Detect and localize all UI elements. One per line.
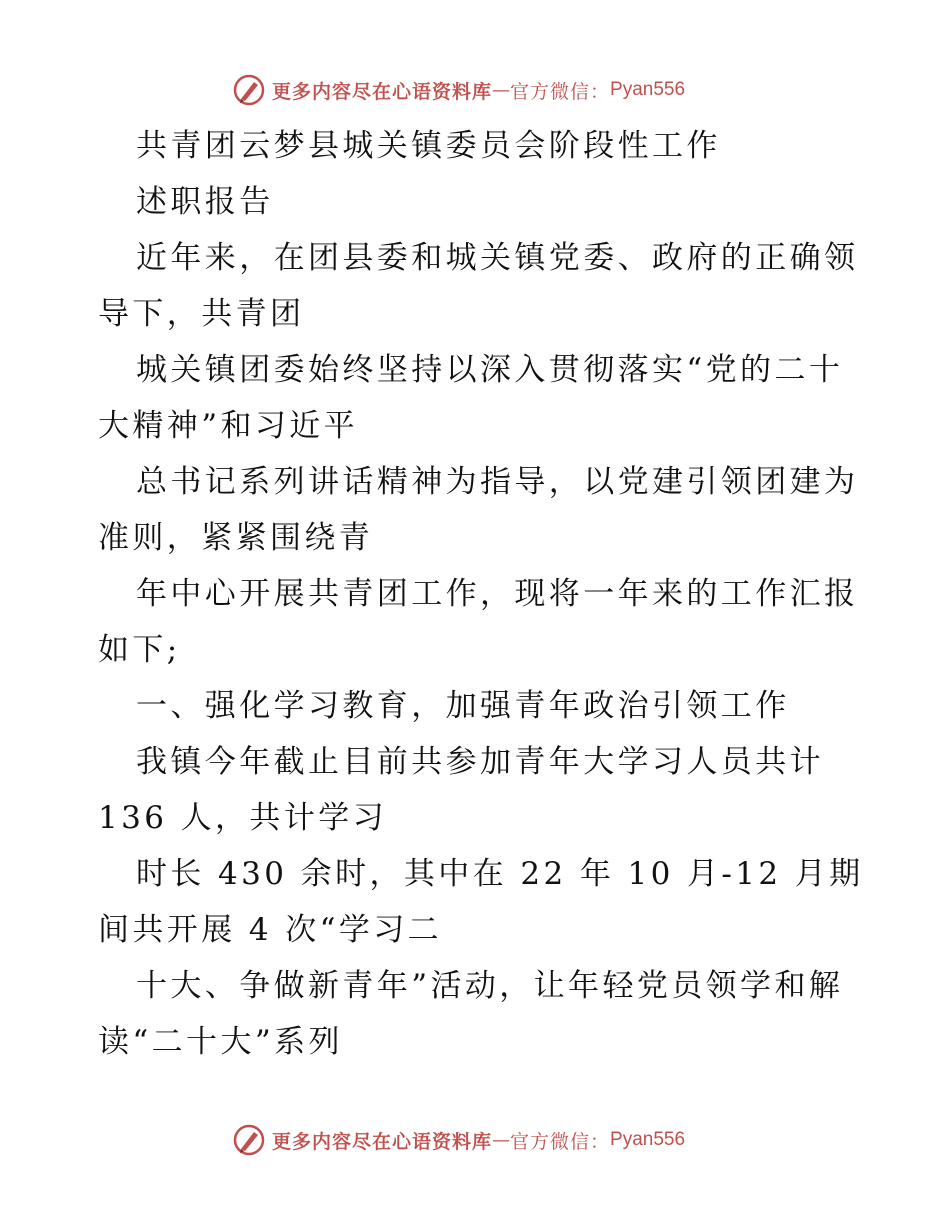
- banner-dash: —: [492, 1129, 511, 1151]
- paragraph-line: 十大、争做新青年”活动，让年轻党员领学和解: [136, 968, 844, 1004]
- banner-wechat-label: 官方微信：: [510, 1130, 611, 1153]
- banner-wechat-id: Pyan556: [610, 1129, 686, 1150]
- paragraph-line: 近年来，在团县委和城关镇党委、政府的正确领: [136, 240, 859, 276]
- paragraph-line: 136 人，共计学习: [98, 800, 388, 836]
- pen-logo-icon: [232, 73, 266, 107]
- document-title-line: 述职报告: [136, 184, 274, 220]
- paragraph-line: 城关镇团委始终坚持以深入贯彻落实“党的二十: [136, 352, 844, 388]
- header-banner: [232, 70, 752, 110]
- paragraph-line: 我镇今年截止目前共参加青年大学习人员共计: [136, 744, 824, 780]
- paragraph-line: 读“二十大”系列: [98, 1024, 343, 1060]
- section-heading: 一、强化学习教育，加强青年政治引领工作: [136, 688, 790, 724]
- document-body: [98, 118, 864, 1070]
- paragraph-line: 如下;: [98, 632, 181, 668]
- paragraph-line: 准则，紧紧围绕青: [98, 520, 374, 556]
- document-title-line: 共青团云梦县城关镇委员会阶段性工作: [136, 128, 721, 164]
- banner-wechat-label: 官方微信：: [510, 80, 611, 103]
- banner-wechat-id: Pyan556: [610, 79, 686, 100]
- banner-text: 更多内容尽在心语资料库: [272, 1130, 493, 1153]
- paragraph-line: 间共开展 4 次“学习二: [98, 912, 443, 948]
- footer-banner: [232, 1120, 752, 1160]
- pen-logo-icon: [232, 1123, 266, 1157]
- paragraph-line: 年中心开展共青团工作，现将一年来的工作汇报: [136, 576, 859, 612]
- paragraph-line: 总书记系列讲话精神为指导，以党建引领团建为: [136, 464, 859, 500]
- paragraph-line: 大精神”和习近平: [98, 408, 359, 444]
- banner-text: 更多内容尽在心语资料库: [272, 80, 493, 103]
- paragraph-line: 导下，共青团: [98, 296, 305, 332]
- paragraph-line: 时长 430 余时，其中在 22 年 10 月-12 月期: [136, 856, 864, 892]
- banner-dash: —: [492, 79, 511, 101]
